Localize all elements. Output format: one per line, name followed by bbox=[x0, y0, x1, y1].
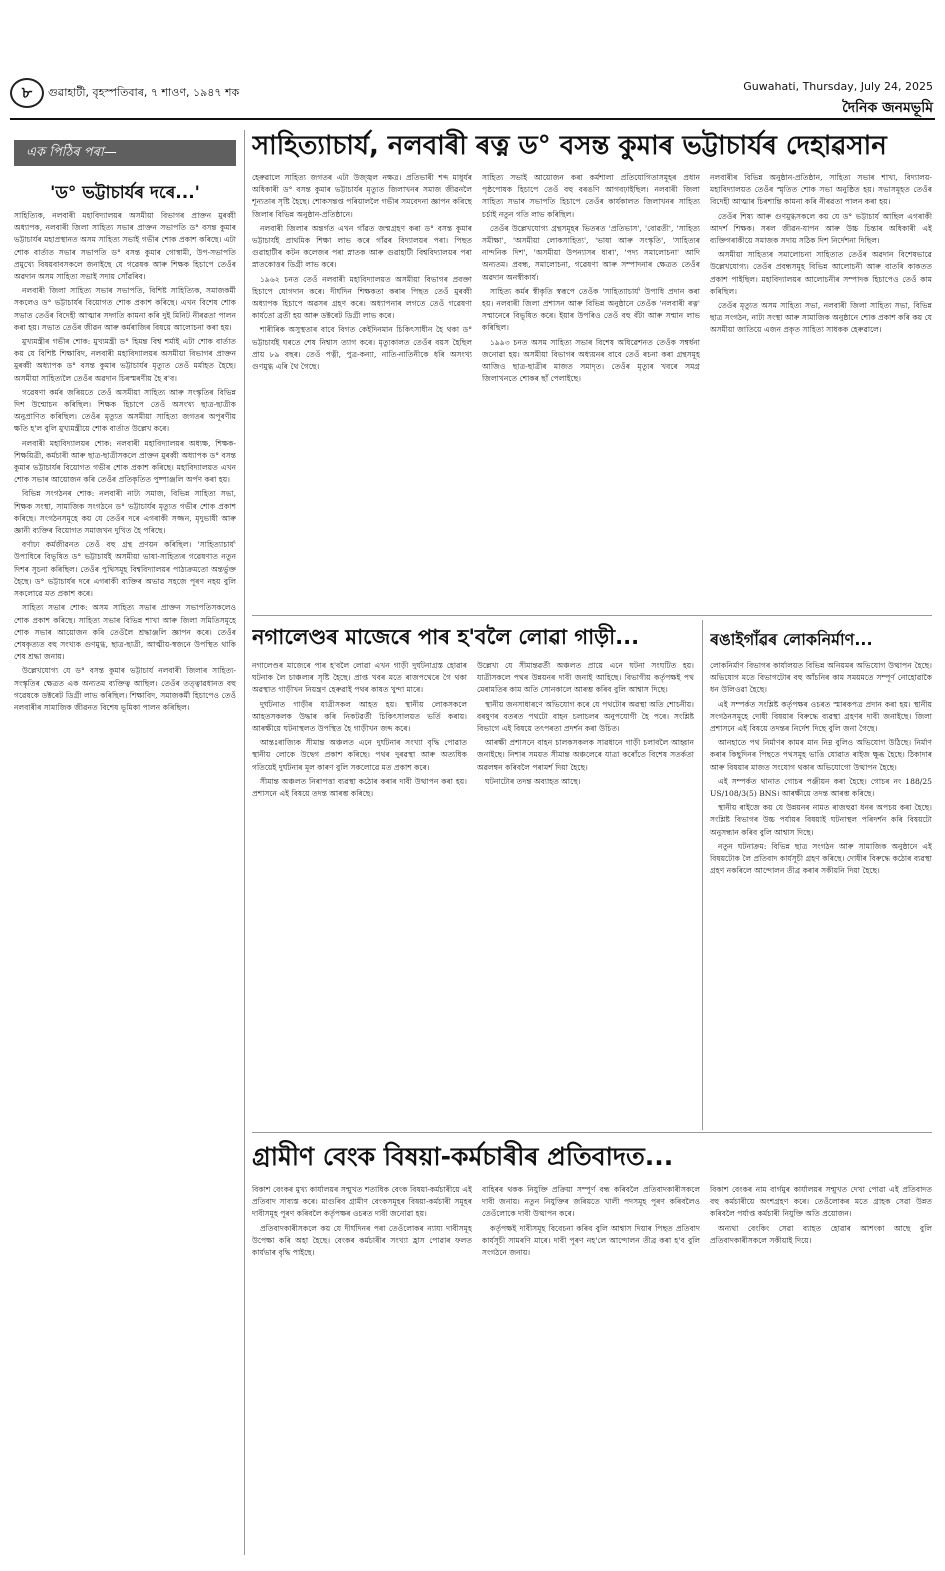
story-three-paragraph: লোকনিৰ্মাণ বিভাগৰ কাৰ্যালয়ত বিভিন্ন অনিয়মৰ অভিযোগ উত্থাপন হৈছে। অভিযোগ মতে বিভাগটোৰ বহু আঁচনিৰ কাম সময়মতে সম্পূৰ্ণ নোহোৱাকৈ ধন উলিওৱা হৈছে। bbox=[710, 661, 932, 695]
story-four-paragraph: বিকাশ বেংকৰ নাম বাৰ্গমুৰ কাৰ্যালয়ৰ সন্মুখত দেখা পোৱা এই প্ৰতিবাদত বহু কৰ্মচাৰীয়ে অংশগ্ৰহণ কৰে। তেওঁলোকৰ মতে গ্ৰাহক সেৱা উন্নত কৰিবলৈ পৰ্যাপ্ত কৰ্মচাৰী নিযুক্তি অতি প্ৰয়োজন। bbox=[710, 1185, 932, 1219]
story-two-paragraph: ঘটনাটোৰ তদন্ত অব্যাহত আছে। bbox=[485, 776, 581, 786]
lead-headline: সাহিত্যাচাৰ্য, নলবাৰী ৰত্ন ড° বসন্ত কুমাৰ ভট্টাচাৰ্যৰ দেহাৱসান bbox=[252, 131, 887, 161]
column-paragraph: নলবাৰী মহাবিদ্যালয়ৰ শোক: নলবাৰী মহাবিদ্যালয়ৰ অধ্যক্ষ, শিক্ষক-শিক্ষয়িত্ৰী, কৰ্মচাৰী আৰু ছাত্ৰ-ছাত্ৰীসকলে প্ৰাক্তন মুৰব্বী অধ্যাপক ড° বসন্ত কুমাৰ ভট্টাচাৰ্যৰ বিয়োগত গভীৰ শোক প্ৰকাশ কৰিছে। মহাবিদ্যালয়ত এখন শোক সভাৰ আয়োজন কৰি তেওঁৰ প্ৰতিকৃতিত পুষ্পাঞ্জলি অৰ্পণ কৰা হয়। bbox=[14, 438, 236, 485]
story-three-paragraph: স্থানীয় ৰাইজে কয় যে উন্নয়নৰ নামত ৰাজহুৱা ধনৰ অপচয় কৰা হৈছে। সংশ্লিষ্ট বিভাগৰ উচ্চ পৰ্যায়ৰ বিষয়াই ঘটনাস্থল পৰিদৰ্শন কৰি বিষয়টো অনুসন্ধান কৰিব বুলি আশ্বাস দিছে। bbox=[710, 803, 932, 837]
story-three-paragraph: এই সম্পৰ্কত সংশ্লিষ্ট কৰ্তৃপক্ষৰ ওচৰত স্মাৰকপত্ৰ প্ৰদান কৰা হয়। স্থানীয় সংগঠনসমূহে দোষী বিষয়াৰ বিৰুদ্ধে ব্যৱস্থা গ্ৰহণৰ দাবী জনাইছে। জিলা প্ৰশাসনে এই বিষয়ে তদন্তৰ নিৰ্দেশ দিছে বুলি জনা গৈছে। bbox=[710, 699, 932, 734]
story-four-headline: গ্ৰামীণ বেংক বিষয়া-কৰ্মচাৰীৰ প্ৰতিবাদত... bbox=[252, 1142, 674, 1171]
story-four-col-2 bbox=[482, 1184, 700, 1554]
lead-story-col-2 bbox=[482, 172, 700, 612]
story-four-paragraph: বাহিৰৰ থকক নিযুক্তি প্ৰক্ৰিয়া সম্পূৰ্ণ বন্ধ কৰিবলৈ প্ৰতিবাদকাৰীসকলে দাবী জনায়। নতুন নিযুক্তিৰ জৰিয়তে খালী পদসমূহ পূৰণ কৰিবলৈও তেওঁলোকে দাবী উত্থাপন কৰে। bbox=[482, 1185, 700, 1219]
lead-paragraph: সাহিত্য কৰ্মৰ স্বীকৃতি স্বৰূপে তেওঁক 'সাহিত্যাচাৰ্য' উপাধি প্ৰদান কৰা হয়। নলবাৰী জিলা প্ৰশাসন আৰু বিভিন্ন অনুষ্ঠানে তেওঁক 'নলবাৰী ৰত্ন' সন্মানেৰে বিভূষিত কৰে। ইয়াৰ উপৰিও তেওঁ বহু বঁটা আৰু সন্মান লাভ কৰিছিল। bbox=[482, 286, 700, 333]
dateline-english: Guwahati, Thursday, July 24, 2025 bbox=[743, 80, 933, 93]
story-divider bbox=[702, 620, 703, 1130]
lead-paragraph: তেওঁৰ উল্লেখযোগ্য গ্ৰন্থসমূহৰ ভিতৰত 'প্ৰতিভাস', 'বোৱতী', 'সাহিত্য সমীক্ষা', 'অসমীয়া লোকসাহিত্য', 'ভাষা আৰু সংস্কৃতি', 'সাহিত্যৰ নান্দনিক দিশ', 'অসমীয়া উপন্যাসৰ ধাৰা', 'পদ্য সমালোচনা' আদি অন্যতম। প্ৰবন্ধ, সমালোচনা, গৱেষণা আৰু সম্পাদনাৰ ক্ষেত্ৰত তেওঁৰ অৱদান অনস্বীকাৰ্য। bbox=[482, 223, 700, 282]
lead-paragraph: শাৰীৰিক অসুস্থতাৰ বাবে বিগত কেইদিনমান চিকিৎসাধীন হৈ থকা ড° ভট্টাচাৰ্যই ঘৰতে শেষ নিশ্বাস ত্যাগ কৰে। মৃত্যুকালত তেওঁৰ বয়স হৈছিল প্ৰায় ৮৯ বছৰ। তেওঁ পত্নী, পুত্ৰ-কন্যা, নাতি-নাতিনীকে ধৰি অসংখ্য গুণমুগ্ধ এৰি থৈ গৈছে। bbox=[252, 325, 472, 372]
story-two-paragraph: নগালেণ্ডৰ মাজেৰে পাৰ হ'বলৈ লোৱা এখন গাড়ী দুৰ্ঘটনাগ্ৰস্ত হোৱাৰ ঘটনাক লৈ চাঞ্চল্যৰ সৃষ্টি হৈছে। প্ৰাপ্ত খবৰ মতে ৰাজপথেৰে গৈ থকা অৱস্থাত গাড়ীখন নিয়ন্ত্ৰণ হেৰুৱাই পথৰ কাষত খুন্দা মাৰে। bbox=[252, 661, 467, 695]
lead-paragraph: তেওঁৰ মৃত্যুত অসম সাহিত্য সভা, নলবাৰী জিলা সাহিত্য সভা, বিভিন্ন ছাত্ৰ সংগঠন, নাট্য সংস্থা আৰু সামাজিক অনুষ্ঠানে শোক প্ৰকাশ কৰি কয় যে অসমীয়া জাতিয়ে এজন প্ৰকৃত সাহিত্য সাধকক হেৰুৱালে। bbox=[710, 301, 932, 335]
column-paragraph: নলবাৰী জিলা সাহিত্য সভাৰ সভাপতি, বিশিষ্ট সাহিত্যিক, সমাজকৰ্মী সকলেও ড° ভট্টাচাৰ্যৰ বিয়োগত শোক প্ৰকাশ কৰিছে। এখন বিশেষ শোক সভাত তেওঁৰ বিদেহী আত্মাৰ সদ্গতি কামনা কৰি দুই মিনিট নীৰৱতা পালন কৰা হয়। সভাত তেওঁৰ জীৱন আৰু কৰ্মৰাজিৰ বিষয়ে আলোচনা কৰা হয়। bbox=[14, 286, 236, 332]
lead-story-col-3 bbox=[710, 172, 932, 612]
lead-paragraph: ১৯৬২ চনত তেওঁ নলবাৰী মহাবিদ্যালয়ত অসমীয়া বিভাগৰ প্ৰবক্তা হিচাপে যোগদান কৰে। দীৰ্ঘদিন শিক্ষকতা কৰাৰ পিছত তেওঁ মুৰব্বী অধ্যাপক হিচাপে অৱসৰ গ্ৰহণ কৰে। অধ্যাপনাৰ লগতে তেওঁ গৱেষণা কাৰ্যতো ব্ৰতী হয় আৰু ডক্টৰেট ডিগ্ৰী লাভ কৰে। bbox=[252, 274, 472, 321]
lead-paragraph: অসমীয়া সাহিত্যৰ সমালোচনা সাহিত্যত তেওঁৰ অৱদান বিশেষভাৱে উল্লেখযোগ্য। তেওঁৰ প্ৰবন্ধসমূহ বিভিন্ন আলোচনী আৰু বাতৰি কাকতত প্ৰকাশ পাইছিল। মহাবিদ্যালয়ৰ আলোচনীৰ সম্পাদক হিচাপেও তেওঁ কাম কৰিছিল। bbox=[710, 250, 932, 296]
dateline-assamese: গুৱাহাটী, বৃহস্পতিবাৰ, ৭ শাওণ, ১৯৪৭ শক bbox=[48, 86, 240, 99]
lead-paragraph: সাহিত্য সভাই আয়োজন কৰা কৰ্মশালা প্ৰতিযোগিতাসমূহৰ প্ৰধান পৃষ্ঠপোষক হিচাপে তেওঁ বহু বৰঙণি আগবঢ়াইছিল। নলবাৰী জিলা সাহিত্য সভাৰ সভাপতি হিচাপে তেওঁৰ কাৰ্যকালত জিলাখনৰ সাহিত্য চৰ্চাই নতুন গতি লাভ কৰিছিল। bbox=[482, 173, 700, 219]
column-paragraph: গৱেষণা কৰ্মৰ জৰিয়তে তেওঁ অসমীয়া সাহিত্য আৰু সংস্কৃতিৰ বিভিন্ন দিশ উন্মোচন কৰিছিল। শিক্ষক হিচাপে তেওঁ অসংখ্য ছাত্ৰ-ছাত্ৰীক অনুপ্ৰাণিত কৰিছিল। তেওঁৰ মৃত্যুত অসমীয়া সাহিত্য জগতৰ অপূৰণীয় ক্ষতি হ'ল বুলি মুখ্যমন্ত্ৰীয়ে শোক বাৰ্তাত উল্লেখ কৰে। bbox=[14, 387, 236, 434]
story-four-col-1 bbox=[252, 1184, 472, 1554]
header-rule bbox=[10, 118, 935, 120]
lead-paragraph: তেওঁৰ শিষ্য আৰু গুণমুগ্ধসকলে কয় যে ড° ভট্টাচাৰ্য আছিল এগৰাকী আদৰ্শ শিক্ষক। সৰল জীৱন-যাপন আৰু উচ্চ চিন্তাৰ অধিকাৰী এই ব্যক্তিগৰাকীয়ে সমাজক সদায় সঠিক দিশ নিৰ্দেশনা দিছিল। bbox=[710, 211, 932, 246]
story-three-headline: ৰঙাইগাঁৱৰ লোকনিৰ্মাণ... bbox=[710, 630, 873, 649]
story-four-col-3 bbox=[710, 1184, 932, 1554]
story-four-paragraph: কৰ্তৃপক্ষই দাবীসমূহ বিবেচনা কৰিব বুলি আশ্বাস দিয়াৰ পিছত প্ৰতিবাদ কাৰ্যসূচী সামৰণি মাৰে। দাবী পূৰণ নহ'লে আন্দোলন তীব্ৰ কৰা হ'ব বুলি সংগঠনে জনায়। bbox=[482, 1223, 700, 1258]
column-paragraph: বৰ্ণাঢ্য কৰ্মজীৱনত তেওঁ বহু গ্ৰন্থ প্ৰণয়ন কৰিছিল। 'সাহিত্যাচাৰ্য' উপাধিৰে বিভূষিত ড° ভট্টাচাৰ্যই অসমীয়া ভাষা-সাহিত্যৰ গৱেষণাত নতুন দিশৰ সূচনা কৰিছিল। তেওঁৰ পুথিসমূহ বিশ্ববিদ্যালয়ৰ পাঠ্যক্ৰমতো অন্তৰ্ভুক্ত হৈছে। ড° ভট্টাচাৰ্যৰ দৰে এগৰাকী ব্যক্তিৰ অভাৱ সহজে পূৰণ নহয় বুলি সকলোৱে মত প্ৰকাশ কৰে। bbox=[14, 540, 236, 599]
story-two-headline: নগালেণ্ডৰ মাজেৰে পাৰ হ'বলৈ লোৱা গাড়ী... bbox=[252, 625, 640, 649]
story-two-col-2 bbox=[477, 660, 694, 1130]
column-paragraph: সাহিত্য সভাৰ শোক: অসম সাহিত্য সভাৰ প্ৰাক্তন সভাপতিসকলেও শোক প্ৰকাশ কৰিছে। সাহিত্য সভাৰ বিভিন্ন শাখা আৰু জিলা সমিতিসমূহে শোক সভাৰ আয়োজন কৰি তেওঁলৈ শ্ৰদ্ধাঞ্জলি জ্ঞাপন কৰে। তেওঁৰ শেষকৃত্যত বহু সংখ্যক গুণমুগ্ধ, ছাত্ৰ-ছাত্ৰী, আত্মীয়-স্বজনে উপস্থিত থাকি শেষ শ্ৰদ্ধা জনায়। bbox=[14, 603, 236, 662]
column-paragraph: বিভিন্ন সংগঠনৰ শোক: নলবাৰী নাট্য সমাজ, বিভিন্ন সাহিত্য সভা, শিক্ষক সংস্থা, সামাজিক সংগঠনে ড° ভট্টাচাৰ্যৰ মৃত্যুত গভীৰ শোক প্ৰকাশ কৰিছে। সংগঠনসমূহে কয় যে তেওঁৰ দৰে এগৰাকী সজ্জন, মৃদুভাষী আৰু জ্ঞানী ব্যক্তিৰ বিয়োগত সমাজখন দুখিত হৈ পৰিছে। bbox=[14, 489, 236, 536]
column-paragraph: মুখ্যমন্ত্ৰীৰ গভীৰ শোক: মুখ্যমন্ত্ৰী ড° হিমন্ত বিশ্ব শৰ্মাই এটা শোক বাৰ্তাত কয় যে বিশিষ্ট শিক্ষাবিদ, নলবাৰী মহাবিদ্যালয়ৰ অসমীয়া বিভাগৰ প্ৰাক্তন মুৰব্বী অধ্যাপক ড° বসন্ত কুমাৰ ভট্টাচাৰ্যৰ মৃত্যুত তেওঁ মৰ্মাহত হৈছে। অসমীয়া সাহিত্যলৈ তেওঁৰ অৱদান চিৰস্মৰণীয় হৈ ৰ'ব। bbox=[14, 337, 236, 383]
story-two-col-1 bbox=[252, 660, 467, 1130]
column-divider bbox=[244, 130, 245, 1555]
lead-story-col-1 bbox=[252, 172, 472, 612]
story-three-body bbox=[710, 660, 932, 1130]
section-divider bbox=[252, 1132, 932, 1133]
page-number: ৮ bbox=[10, 78, 44, 108]
story-three-paragraph: নতুন ঘটনাক্ৰম: বিভিন্ন ছাত্ৰ সংগঠন আৰু সামাজিক অনুষ্ঠানে এই বিষয়টোক লৈ প্ৰতিবাদ কাৰ্যসূচী গ্ৰহণ কৰিছে। দোষীৰ বিৰুদ্ধে কঠোৰ ব্যৱস্থা গ্ৰহণ নকৰিলে আন্দোলন তীব্ৰ কৰাৰ সকীয়নি দিয়া হৈছে। bbox=[710, 841, 932, 876]
section-divider bbox=[252, 615, 932, 616]
column-tag: এক পিঠিৰ পৰা— bbox=[14, 140, 236, 166]
column-title: 'ড° ভট্টাচাৰ্যৰ দৰে...' bbox=[50, 183, 200, 203]
column-body bbox=[14, 210, 236, 1550]
masthead bbox=[0, 0, 945, 125]
lead-paragraph: হেৰুৱালে সাহিত্য জগতৰ এটা উজ্জ্বল নক্ষত্ৰ। প্ৰতিভাৰী শব্দ মাধুৰ্যৰ অধিকাৰী ড° বসন্ত কুমাৰ ভট্টাচাৰ্যৰ মৃত্যুত জিলাখনৰ সমাজ জীৱনলৈ শূন্যতাৰ সৃষ্টি হৈছে। শোকসন্তপ্ত পৰিয়াললৈ গভীৰ সমবেদনা জ্ঞাপন কৰিছে জিলাৰ বিভিন্ন অনুষ্ঠান-প্ৰতিষ্ঠানে। bbox=[252, 173, 472, 219]
story-two-paragraph: আৰক্ষী প্ৰশাসনে বাহন চালকসকলক সাৱধানে গাড়ী চলাবলৈ আহ্বান জনাইছে। নিশাৰ সময়ত সীমান্ত অঞ্চলেৰে যাত্ৰা কৰোঁতে বিশেষ সতৰ্কতা অৱলম্বন কৰিবলৈ পৰামৰ্শ দিয়া হৈছে। bbox=[477, 738, 694, 772]
story-three-paragraph: এই সম্পৰ্কত থানাত গোচৰ পঞ্জীয়ন কৰা হৈছে। গোচৰ নং 188/25 US/108/3(5) BNS। আৰক্ষীয়ে তদন্ত আৰম্ভ কৰিছে। bbox=[710, 776, 932, 799]
story-two-paragraph: দুৰ্ঘটনাত গাড়ীৰ যাত্ৰীসকল আহত হয়। স্থানীয় লোকসকলে আহতসকলক উদ্ধাৰ কৰি নিকটৱৰ্তী চিকিৎসালয়ত ভৰ্তি কৰায়। আৰক্ষীয়ে ঘটনাস্থলত উপস্থিত হৈ গাড়ীখন জব্দ কৰে। bbox=[252, 699, 467, 734]
paper-name: দৈনিক জনমভূমি bbox=[842, 100, 933, 116]
story-two-paragraph: উল্লেখ্য যে সীমান্তৱৰ্তী অঞ্চলত প্ৰায়ে এনে ঘটনা সংঘটিত হয়। যাত্ৰীসকলে পথৰ উন্নয়নৰ দাবী জনাই আহিছে। বিভাগীয় কৰ্তৃপক্ষই পথ মেৰামতিৰ কাম অতি সোনকালে আৰম্ভ কৰিব বুলি আশ্বাস দিছে। bbox=[477, 661, 694, 695]
lead-paragraph: নলবাৰী জিলাৰ অন্তৰ্গত এখন গাঁৱত জন্মগ্ৰহণ কৰা ড° বসন্ত কুমাৰ ভট্টাচাৰ্যই প্ৰাথমিক শিক্ষা লাভ কৰে গাঁৱৰ বিদ্যালয়ৰ পৰা। পিছত গুৱাহাটীৰ কটন কলেজৰ পৰা স্নাতক আৰু গুৱাহাটী বিশ্ববিদ্যালয়ৰ পৰা স্নাতকোত্তৰ ডিগ্ৰী লাভ কৰে। bbox=[252, 223, 472, 270]
lead-paragraph: ১৯৯৩ চনত অসম সাহিত্য সভাৰ বিশেষ অধিৱেশনত তেওঁক সম্বৰ্ধনা জনোৱা হয়। অসমীয়া বিভাগৰ অধ্যয়নৰ বাবে তেওঁ ৰচনা কৰা গ্ৰন্থসমূহ আজিও ছাত্ৰ-ছাত্ৰীৰ মাজত সমাদৃত। তেওঁৰ মৃত্যুৰ খবৰে সমগ্ৰ জিলাখনতে শোকৰ ছাঁ পেলাইছে। bbox=[482, 337, 700, 384]
story-four-paragraph: প্ৰতিবাদকাৰীসকলে কয় যে দীৰ্ঘদিনৰ পৰা তেওঁলোকৰ ন্যায্য দাবীসমূহ উপেক্ষা কৰি অহা হৈছে। বেংকৰ কৰ্মচাৰীৰ সংখ্যা হ্ৰাস পোৱাৰ ফলত কাৰ্যভাৰ বৃদ্ধি পাইছে। bbox=[252, 1223, 472, 1258]
lead-paragraph: নলবাৰীৰ বিভিন্ন অনুষ্ঠান-প্ৰতিষ্ঠান, সাহিত্য সভাৰ শাখা, বিদ্যালয়-মহাবিদ্যালয়ত তেওঁৰ স্মৃতিত শোক সভা অনুষ্ঠিত হয়। সভাসমূহত তেওঁৰ বিদেহী আত্মাৰ চিৰশান্তি কামনা কৰি নীৰৱতা পালন কৰা হয়। bbox=[710, 173, 932, 207]
story-four-paragraph: অন্যথা বেংকিং সেৱা ব্যাহত হোৱাৰ আশংকা আছে বুলি প্ৰতিবাদকাৰীসকলে সকীয়াই দিয়ে। bbox=[710, 1223, 932, 1245]
story-three-paragraph: আনহাতে পথ নিৰ্মাণৰ কামৰ মান নিম্ন বুলিও অভিযোগ উঠিছে। নিৰ্মাণ কৰাৰ কিছুদিনৰ পিছতে পথসমূহ ভাঙি যোৱাত ৰাইজ ক্ষুব্ধ হৈছে। ঠিকাদাৰ আৰু বিষয়াৰ মাজত সংযোগ থকাৰ অভিযোগো উত্থাপন হৈছে। bbox=[710, 738, 932, 772]
story-four-paragraph: বিকাশ বেংকৰ মুখ্য কাৰ্যালয়ৰ সন্মুখত শতাধিক বেংক বিষয়া-কৰ্মচাৰীয়ে এই প্ৰতিবাদ সাব্যস্ত কৰে। মাগুৰিব গ্ৰামীণ বেংকসমূহৰ বিষয়া-কৰ্মচাৰী সমূহৰ দাবীসমূহ পূৰণ কৰিবলৈ কৰ্তৃপক্ষৰ ওচৰত দাবী জনোৱা হয়। bbox=[252, 1185, 472, 1219]
column-paragraph: উল্লেখযোগ্য যে ড° বসন্ত কুমাৰ ভট্টাচাৰ্য নলবাৰী জিলাৰ সাহিত্য-সংস্কৃতিৰ ক্ষেত্ৰত এক অন্যতম ব্যক্তিত্ব আছিল। তেওঁৰ তত্ত্বাৱধানত বহু গৱেষকে ডক্টৰেট ডিগ্ৰী লাভ কৰিছিল। শিক্ষাবিদ, সমাজকৰ্মী হিচাপেও তেওঁ নলবাৰীৰ সামাজিক জীৱনত বিশেষ ভূমিকা পালন কৰিছিল। bbox=[14, 666, 236, 712]
story-two-paragraph: সীমান্ত অঞ্চলত নিৰাপত্তা ব্যৱস্থা কঠোৰ কৰাৰ দাবী উত্থাপন কৰা হয়। প্ৰশাসনে এই বিষয়ে তদন্ত আৰম্ভ কৰিছে। bbox=[252, 776, 467, 799]
story-two-paragraph: আন্তঃৰাজ্যিক সীমান্ত অঞ্চলত এনে দুৰ্ঘটনাৰ সংখ্যা বৃদ্ধি পোৱাত স্থানীয় লোকে উদ্বেগ প্ৰকাশ কৰিছে। পথৰ দুৰৱস্থা আৰু অত্যধিক গতিয়েই দুৰ্ঘটনাৰ মূল কাৰণ বুলি সকলোৱে মত প্ৰকাশ কৰে। bbox=[252, 738, 467, 772]
story-two-paragraph: স্থানীয় জনসাধাৰণে অভিযোগ কৰে যে পথটোৰ অৱস্থা অতি শোচনীয়। বৰষুণৰ বতৰত পথটো বাহন চলাচলৰ অনুপযোগী হৈ পৰে। সংশ্লিষ্ট বিভাগে এই বিষয়ে তৎপৰতা প্ৰদৰ্শন কৰা উচিত। bbox=[477, 699, 694, 734]
column-paragraph: সাহিত্যিক, নলবাৰী মহাবিদ্যালয়ৰ অসমীয়া বিভাগৰ প্ৰাক্তন মুৰব্বী অধ্যাপক, নলবাৰী জিলা সাহিত্য সভাৰ প্ৰাক্তন সভাপতি ড° বসন্ত কুমাৰ ভট্টাচাৰ্যৰ মহাপ্ৰস্থানত অসম সাহিত্য সভাই গভীৰ শোক প্ৰকাশ কৰিছে। এটা শোক বাৰ্তাত সভাৰ সভাপতি ড° বসন্ত কুমাৰ গোস্বামী, উপ-সভাপতি প্ৰমুখ্যে বিষয়বাবসকলে জনাইছে যে গৱেষক আৰু শিক্ষক হিচাপে তেওঁৰ অৱদান অসম সাহিত্য সভাই সদায় সোঁৱৰিব। bbox=[14, 211, 236, 282]
